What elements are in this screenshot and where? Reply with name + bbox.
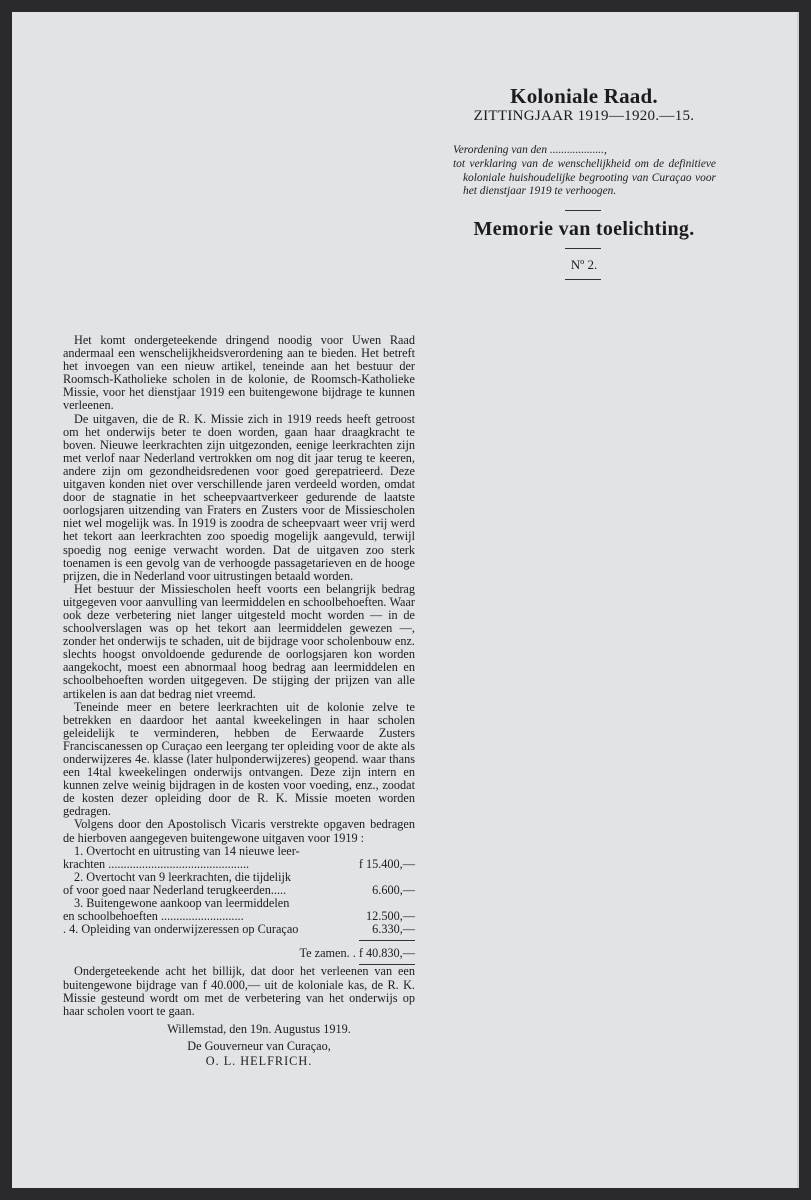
memorandum-body [63, 334, 415, 1068]
expense-total: Te zamen. . f 40.830,— [299, 946, 415, 961]
paragraph: De uitgaven, die de R. K. Missie zich in 1919 reeds heeft getroost om het onderwijs beter te doen worden, gaan haar draagkracht te boven. Nieuwe leerkrachten zijn uitgezonden, eenige leerkrachten zijn met verlof naar Nederland vertrokken om nog dit jaar terug te keeren, andere zijn om gezondheidsredenen voor goed gerepatrieerd. Deze uitgaven konden niet over verschillende jaren verdeeld worden, omdat door de stagnatie in het scheepvaartverkeer gedurende de laatste oorlogsjaren uitzending van Fraters en Zusters voor de Missiescholen niet wel mogelijk was. In 1919 is zoodra de scheepvaart weer vrij werd het tekort aan leerkrachten zoo spoedig mogelijk aangevuld, terwijl spoedig nog eenige verwacht worden. Dat de uitgaven zoo sterk toenamen is een gevolg van de verhoogde passagetarieven en de hooge prijzen, die in Nederland voor uitrustingen betaald worden. [63, 411, 415, 583]
expense-amount: 6.600,— [372, 882, 415, 897]
expense-item-label: . 4. Opleiding van onderwijzeressen op Curaçao [63, 922, 299, 937]
document-number: Nº 2. [570, 257, 598, 272]
expense-item-label: 2. Overtocht van 9 leerkrachten, die tijdelijk [74, 869, 292, 884]
ordinance-subject [453, 144, 716, 199]
divider-rule [565, 279, 601, 280]
paragraph: Teneinde meer en betere leerkrachten uit de kolonie zelve te betrekken en daardoor het aantal kweekelingen in haar scholen geleidelijk te verminderen, hebben de Eerwaarde Zusters Franciscanessen op Curaçao een leergang ter opleiding voor de akte als onderwijzeres 4e. klasse (later hulponderwijzeres) geopend. waar thans een 14tal kweekelingen onderwijs ontvangen. Deze zijn intern en kunnen zelve weinig bijdragen in de kosten voor voeding, enz., zoodat de kosten dezer opleiding door de R. K. Missie moeten worden gedragen. [63, 699, 415, 819]
divider-rule [565, 248, 601, 249]
expense-item-label: en schoolbehoeften ........................... [63, 909, 244, 924]
expense-item [63, 923, 415, 936]
expense-item-label: krachten .............................................. [63, 856, 250, 871]
paragraph: Volgens door den Apostolisch Vicaris verstrekte opgaven bedragen de hierboven aangegeven buitengewone uitgaven voor 1919 : [63, 817, 415, 845]
expense-list [63, 845, 415, 966]
sum-rule [359, 940, 415, 941]
council-title: Koloniale Raad. [510, 84, 658, 108]
place-date: Willemstad, den 19n. Augustus 1919. [167, 1021, 351, 1036]
expense-amount: 12.500,— [366, 909, 415, 924]
document-page [12, 12, 799, 1188]
paragraph: Het komt ondergeteekende dringend noodig voor Uwen Raad andermaal een wenschelijkheidsverordening aan te bieden. Het betreft het invoegen van een nieuw artikel, teneinde aan het bestuur der Roomsch-Katholieke scholen in de kolonie, de Roomsch-Katholieke Missie, voor het dienstjaar 1919 een buitengewone bijdrage te kunnen verleenen. [63, 333, 415, 413]
expense-item-label: 3. Buitengewone aankoop van leermiddelen [74, 896, 290, 911]
signatory-name: O. L. HELFRICH. [205, 1053, 313, 1068]
subject-line-2: tot verklaring van de wenschelijkheid om de definitieve koloniale huishoudelijke begrooting van Curaçao voor het dienstjaar 1919 te verhoogen. [453, 157, 716, 198]
session-year: ZITTINGJAAR 1919—1920.—15. [473, 108, 695, 124]
memorie-heading: Memorie van toelichting. [473, 218, 695, 240]
expense-item-label: of voor goed naar Nederland terugkeerden..... [63, 882, 287, 897]
divider-rule [565, 210, 601, 211]
expense-amount: 6.330,— [372, 922, 415, 937]
paragraph: Het bestuur der Missiescholen heeft voorts een belangrijk bedrag uitgegeven voor aanvulling van leermiddelen en schoolbehoeften. Waar ook deze verbetering niet langer uitgesteld mocht worden — in de schoolverslagen was op het tekort aan leermiddelen gewezen —, zonder het onderwijs te schaden, uit de bijdrage voor scholenbouw enz. slechts hoogst onvoldoende gedurende de oorlogsjaren kon worden aangekocht, moest een abnormaal hoog bedrag aan leermiddelen en schoolbehoeften worden uitgegeven. De stijging der prijzen van alle artikelen is aan dat bedrag niet vreemd. [63, 581, 415, 701]
closing-paragraph: Ondergeteekende acht het billijk, dat door het verleenen van een buitengewone bijdrage van f 40.000,— uit de koloniale kas, de R. K. Missie gesteund wordt om met de verbetering van het onderwijs op haar scholen voort te gaan. [63, 964, 415, 1018]
expense-item-label: 1. Overtocht en uitrusting van 14 nieuwe leer- [74, 843, 300, 858]
page-edge [797, 12, 799, 1188]
signatory-title: De Gouverneur van Curaçao, [187, 1038, 331, 1053]
expense-amount: f 15.400,— [358, 856, 415, 871]
subject-line-1: Verordening van den ..................., [453, 144, 607, 156]
expense-item [63, 858, 415, 871]
